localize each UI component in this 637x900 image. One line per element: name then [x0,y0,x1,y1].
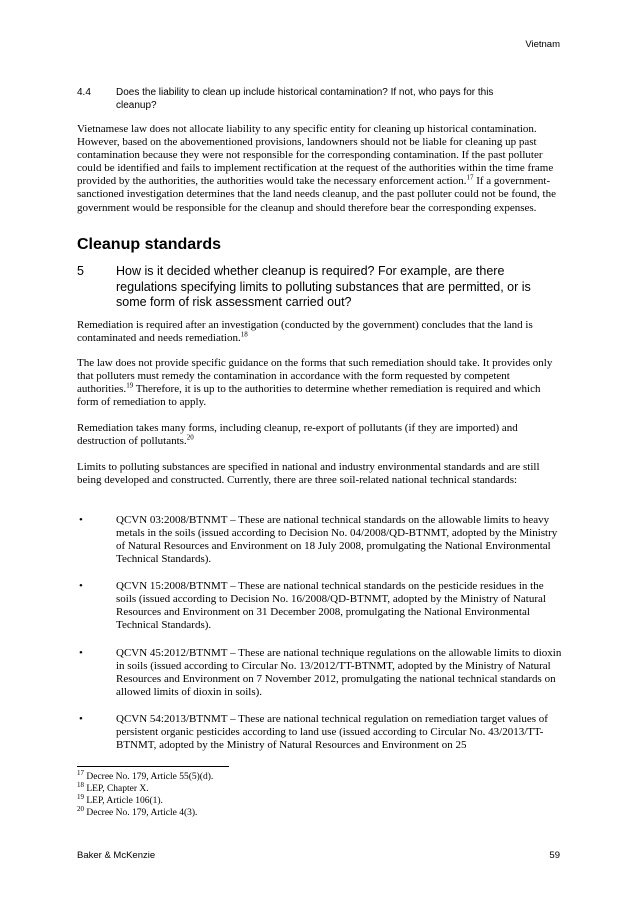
footnote-19 [77,792,163,807]
paragraph-remediation-guidance [77,357,561,409]
bullet-item-qcvn-54: QCVN 54:2013/BTNMT – These are national technical regulation on remediation target values of persistent organic pesticides according to land use (issued according to Circular No. 43/2013/TT-BTNMT, adopted by the Ministry of Natural Resources and Environment on 25 [116,713,548,752]
question-5-text: How is it decided whether cleanup is required? For example, are there regulations specifying limits to polluting substances that are permitted, or is some form of risk assessment carried out? [116,264,531,310]
bullet-item-qcvn-45: QCVN 45:2012/BTNMT – These are national technique regulations on the allowable limits to dioxin in soils (issued according to Circular No. 13/2012/TT-BTNMT, adopted by the Ministry of Natural Resources and Environment on 7 November 2012, promulgating the national technical standards on allowed limits of dioxin in soils). [116,647,562,699]
footnote-ref-18[interactable]: 18 [240,330,248,339]
bullet-marker: • [79,713,83,725]
paragraph-text: The law does not provide specific guidance on the forms that such remediation should take. It provides only that polluters must remedy the contamination in accordance with the form requested by competent authorities. [77,357,553,396]
question-4-4-number: 4.4 [77,87,91,98]
paragraph-text: Remediation takes many forms, including cleanup, re-export of pollutants (if they are imported) and destruction of pollutants. [77,422,518,448]
footnote-ref-19[interactable]: 19 [126,381,134,390]
bullet-item-qcvn-03: QCVN 03:2008/BTNMT – These are national technical standards on the allowable limits to heavy metals in the soils (issued according to Decision No. 04/2008/QD-BTNMT, adopted by the Ministry of Natural Resources and Environment on 18 July 2008, promulgating the National Environmental Technical Standards). [116,514,558,566]
footnote-20 [77,804,198,819]
paragraph-remediation-required [77,319,561,345]
footer-publisher: Baker & McKenzie [77,850,156,861]
bullet-item-qcvn-15: QCVN 15:2008/BTNMT – These are national technical standards on the pesticide residues in the soils (issued according to Decision No. 16/2008/QD-BTNMT, adopted by the Ministry of Natural Resources and Environment on 31 December 2008, promulgating the National Environmental Technical Standards). [116,580,546,632]
footnote-text: LEP, Chapter X. [84,784,149,794]
paragraph-text: Therefore, it is up to the authorities to determine whether remediation is required and which form of remediation to apply. [77,383,541,409]
paragraph-text: Remediation is required after an investigation (conducted by the government) concludes that the land is contaminated and needs remediation. [77,319,533,345]
paragraph-limits-standards: Limits to polluting substances are specified in national and industry environmental standards and are still being developed and constructed. Currently, there are three soil-related national technical standards: [77,461,540,487]
footnote-text: LEP, Article 106(1). [84,796,163,806]
bullet-marker: • [79,514,83,526]
footnote-number: 20 [77,804,84,813]
question-5-number: 5 [77,264,84,278]
footnote-ref-20[interactable]: 20 [186,433,194,442]
footnote-text: Decree No. 179, Article 4(3). [84,808,198,818]
question-4-4-text: Does the liability to clean up include historical contamination? If not, who pays for this cleanup? [116,87,494,111]
footnote-number: 17 [77,768,84,777]
footnote-ref-17[interactable]: 17 [466,173,474,182]
paragraph-historical-contamination [77,123,561,215]
footnote-number: 19 [77,792,84,801]
footnote-separator [77,766,229,767]
paragraph-remediation-forms [77,422,561,448]
bullet-marker: • [79,580,83,592]
paragraph-text: If a government-sanctioned investigation determines that the land needs cleanup, and the past polluter could not be found, the government would be responsible for the cleanup and should therefore bear the corresponding expenses. [77,175,556,214]
running-header-country: Vietnam [525,39,560,50]
bullet-marker: • [79,647,83,659]
paragraph-text: Vietnamese law does not allocate liability to any specific entity for cleaning up historical contamination. However, based on the abovementioned provisions, landowners should not be liable for cleaning up past contamination because they were not responsible for the corresponding contamination. If the past polluter could be identified and fails to implement rectification at the request of the authorities within the time frame provided by the authorities, the authorities would take the necessary enforcement action. [77,123,554,188]
footnote-18 [77,780,149,795]
page-number: 59 [549,850,560,861]
footnote-17 [77,768,214,783]
footnote-number: 18 [77,780,84,789]
section-heading-cleanup-standards: Cleanup standards [77,236,222,253]
footnote-text: Decree No. 179, Article 55(5)(d). [84,772,214,782]
